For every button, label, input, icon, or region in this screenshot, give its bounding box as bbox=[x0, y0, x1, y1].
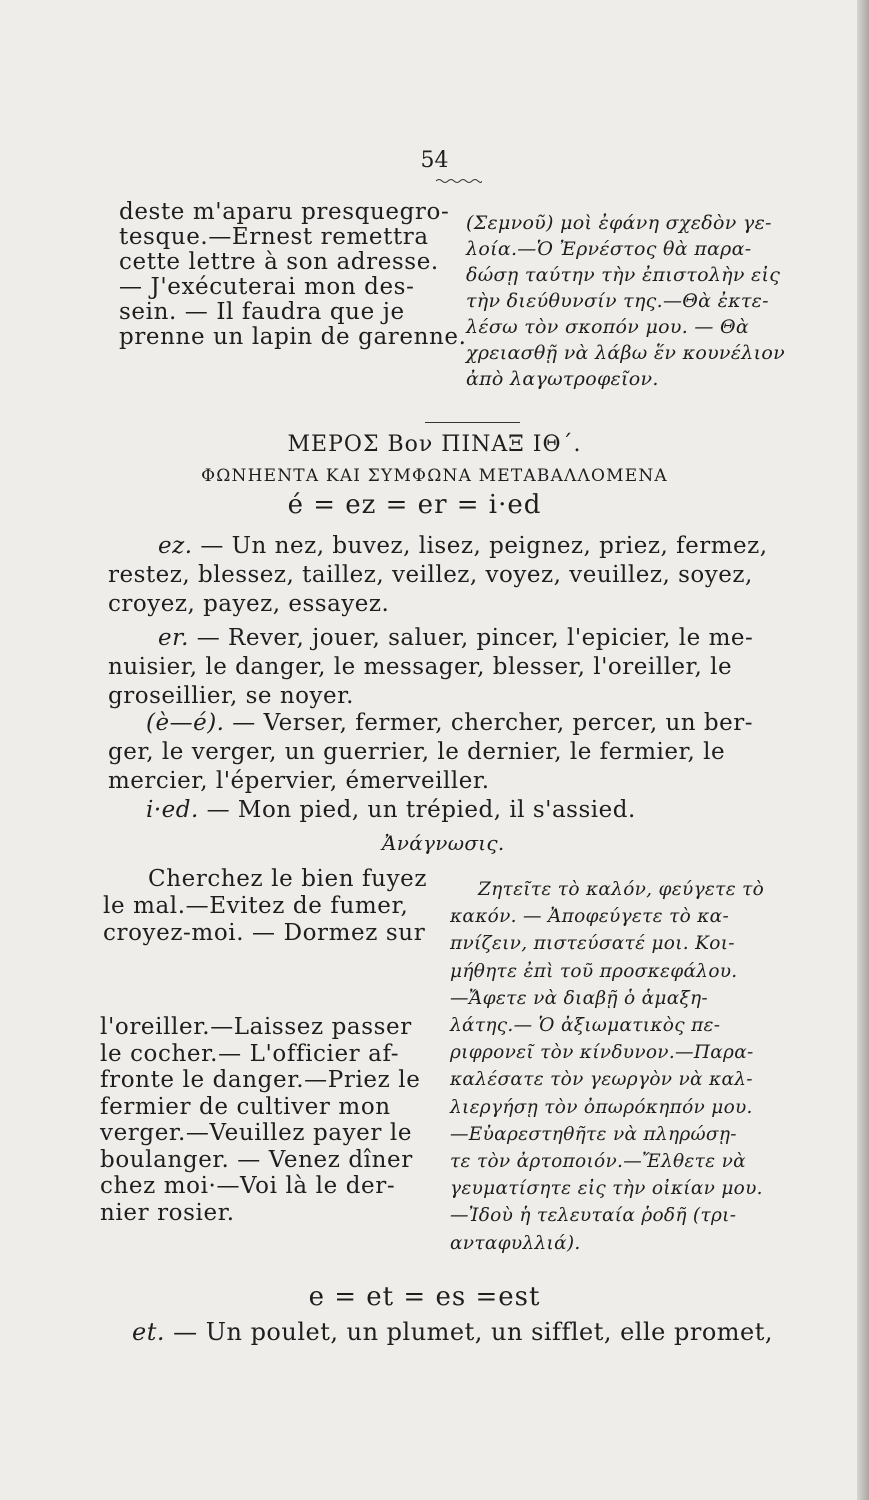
text-line: —Ἰδοὺ ἡ τελευταία ῥοδῆ (τρι- bbox=[450, 1205, 737, 1227]
text-line: καλέσατε τὸν γεωργὸν νὰ καλ- bbox=[450, 1069, 753, 1091]
formula-heading: é = ez = er = i·ed bbox=[287, 490, 542, 520]
reading-greek-column bbox=[450, 876, 764, 1257]
paragraph-et bbox=[132, 1318, 773, 1347]
paragraph-label: er. bbox=[158, 625, 189, 651]
paragraph-text: — Un nez, buvez, lisez, peignez, priez, fermez, bbox=[200, 533, 768, 559]
text-line: —Ἄφετε νὰ διαβῇ ὁ ἁμαξη- bbox=[450, 987, 708, 1009]
section-subtitle: ΦΩΝΗΕΝΤΑ ΚΑΙ ΣΥΜΦΩΝΑ ΜΕΤΑΒΑΛΛΟΜΕΝΑ bbox=[201, 466, 668, 486]
page-number-ornament bbox=[436, 178, 482, 184]
page-number: 54 bbox=[420, 148, 449, 173]
section-title: ΜΕΡΟΣ Βον ΠΙΝΑΞ ΙΘ΄. bbox=[287, 432, 582, 457]
section-divider bbox=[425, 422, 520, 423]
text-line: λέσω τὸν σκοπόν μου. — Θὰ bbox=[466, 316, 750, 338]
text-line: deste m'aparu presquegro- bbox=[119, 199, 450, 225]
paragraph-er bbox=[108, 624, 753, 711]
formula-heading-2: e = et = es =est bbox=[308, 1282, 541, 1312]
text-line: —Εὐαρεστηθῆτε νὰ πληρώσῃ- bbox=[450, 1123, 737, 1145]
text-line: χρειασθῇ νὰ λάβω ἕν κουνέλιον bbox=[466, 342, 785, 364]
text-line: λιεργήσῃ τὸν ὀπωρόκηπόν μου. bbox=[450, 1096, 753, 1118]
text-line bbox=[108, 709, 753, 738]
text-line: croyez-moi. — Dormez sur bbox=[103, 920, 426, 946]
text-line: groseillier, se noyer. bbox=[108, 683, 354, 709]
top-greek-column bbox=[466, 210, 785, 392]
text-line: πνίζειν, πιστεύσατέ μοι. Κοι- bbox=[450, 933, 735, 955]
paragraph-text: — Rever, jouer, saluer, pincer, l'epicier, le me- bbox=[196, 625, 754, 651]
text-line: γευματίσητε εἰς τὴν οἰκίαν μου. bbox=[450, 1178, 763, 1200]
reading-french-column-bottom bbox=[100, 1014, 420, 1226]
text-line bbox=[108, 532, 768, 561]
reading-heading: Ἀνάγνωσις. bbox=[382, 831, 505, 855]
text-line: mercier, l'épervier, émerveiller. bbox=[108, 768, 490, 794]
text-line: cette lettre à son adresse. bbox=[119, 249, 439, 275]
text-line: ger, le verger, un guerrier, le dernier, le fermier, le bbox=[108, 739, 726, 765]
paragraph-label: (è—é). bbox=[146, 710, 225, 736]
text-line: verger.—Veuillez payer le bbox=[100, 1120, 413, 1146]
text-line: μήθητε ἐπὶ τοῦ προσκεφάλου. bbox=[450, 960, 738, 982]
text-line bbox=[132, 1318, 773, 1347]
text-line: sein. — Il faudra que je bbox=[119, 299, 405, 325]
text-line: le mal.—Evitez de fumer, bbox=[103, 893, 409, 919]
paragraph-text: — Verser, fermer, chercher, percer, un ber- bbox=[232, 710, 753, 736]
paragraph-label: i·ed. bbox=[146, 797, 199, 823]
paragraph-label: ez. bbox=[158, 533, 193, 559]
text-line: ανταφυλλιά). bbox=[450, 1232, 581, 1254]
text-line: nier rosier. bbox=[100, 1199, 235, 1226]
paragraph-label: et. bbox=[132, 1318, 165, 1346]
text-line: le cocher.— L'officier af- bbox=[100, 1040, 400, 1067]
text-line: Cherchez le bien fuyez bbox=[148, 866, 428, 892]
text-line: λοία.—Ὁ Ἐρνέστος θὰ παρα- bbox=[466, 238, 752, 260]
text-line: restez, blessez, taillez, veillez, voyez, veuillez, soyez, bbox=[108, 562, 753, 588]
page-gutter-shadow bbox=[857, 0, 869, 1500]
paragraph-ied bbox=[108, 796, 636, 825]
top-french-column bbox=[119, 200, 467, 350]
text-line: chez moi·—Voi là le der- bbox=[100, 1173, 396, 1199]
text-line: fermier de cultiver mon bbox=[100, 1093, 391, 1120]
text-line: τὴν διεύθυνσίν της.—Θὰ ἐκτε- bbox=[466, 290, 769, 312]
text-line: λάτης.— Ὁ ἀξιωματικὸς πε- bbox=[450, 1015, 721, 1037]
text-line: ἀπὸ λαγωτροφεῖον. bbox=[466, 368, 659, 390]
text-line: tesque.—Ernest remettra bbox=[119, 224, 429, 250]
paragraph-text: — Un poulet, un plumet, un sifflet, elle promet, bbox=[173, 1318, 774, 1346]
paragraph-text: — Mon pied, un trépied, il s'assied. bbox=[206, 797, 636, 823]
text-line: — J'exécuterai mon des- bbox=[119, 274, 415, 300]
text-line: (Σεμνοῦ) μοὶ ἐφάνη σχεδὸν γε- bbox=[466, 212, 772, 234]
text-line bbox=[108, 624, 753, 653]
text-line: croyez, payez, essayez. bbox=[108, 591, 390, 617]
text-line: τε τὸν ἀρτοποιόν.—Ἔλθετε νὰ bbox=[450, 1151, 746, 1173]
paragraph-ez bbox=[108, 532, 768, 619]
reading-french-column-top bbox=[103, 866, 427, 947]
text-line bbox=[108, 796, 636, 825]
text-line: boulanger. — Venez dîner bbox=[100, 1146, 413, 1173]
text-line: fronte le danger.—Priez le bbox=[100, 1067, 421, 1093]
text-line: prenne un lapin de garenne. bbox=[119, 324, 467, 350]
text-line: δώσῃ ταύτην τὴν ἐπιστολὴν εἰς bbox=[466, 264, 781, 286]
paragraph-e-grave-e-acute bbox=[108, 709, 753, 796]
text-line: Ζητεῖτε τὸ καλόν, φεύγετε τὸ bbox=[478, 879, 765, 900]
text-line: nuisier, le danger, le messager, blesser, l'oreiller, le bbox=[108, 654, 733, 680]
text-line: κακόν. — Ἀποφεύγετε τὸ κα- bbox=[450, 906, 730, 928]
text-line: ριφρονεῖ τὸν κίνδυνον.—Παρα- bbox=[450, 1042, 754, 1064]
text-line: l'oreiller.—Laissez passer bbox=[100, 1014, 412, 1040]
